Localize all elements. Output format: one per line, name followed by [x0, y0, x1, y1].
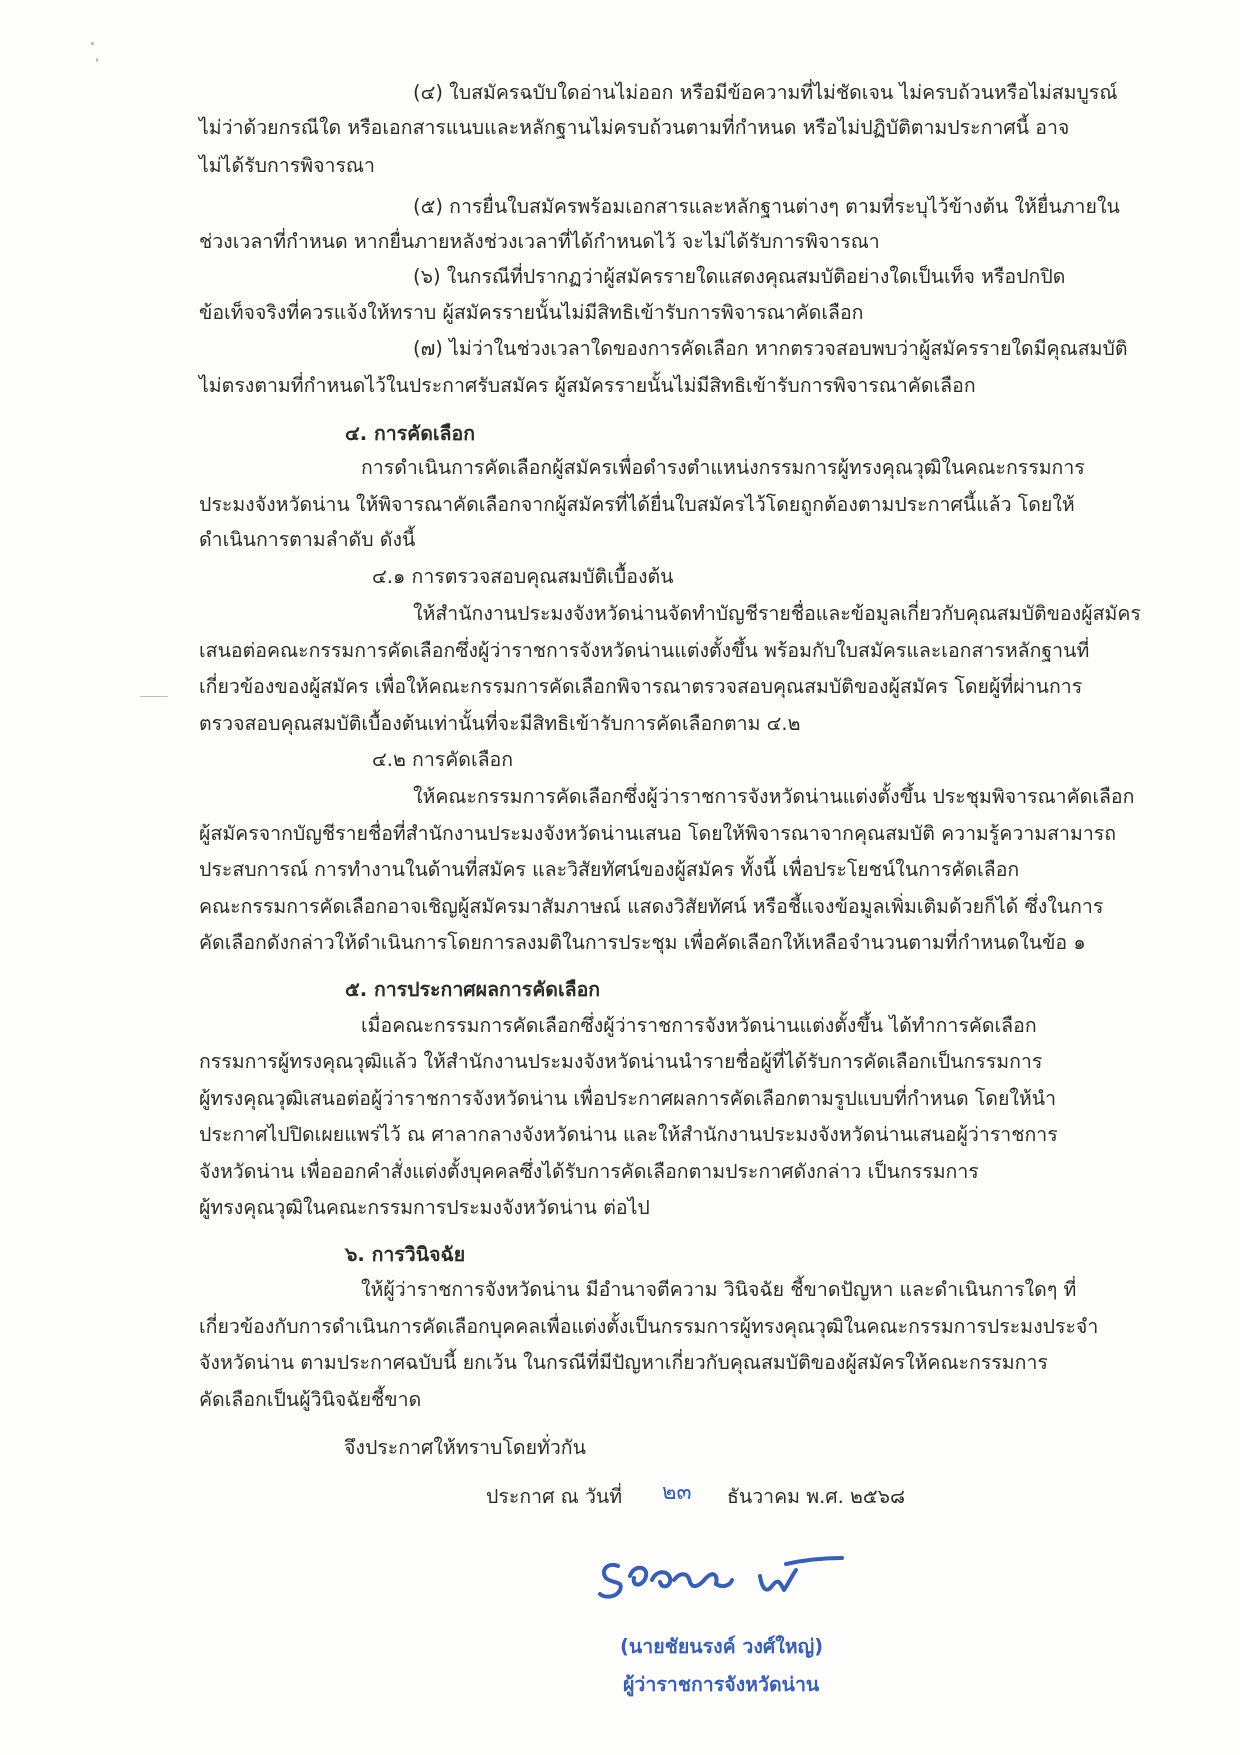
subsection-4-2-line: ให้คณะกรรมการคัดเลือกซึ่งผู้ว่าราชการจังหวัดน่านแต่งตั้งขึ้น ประชุมพิจารณาคัดเลือก — [413, 785, 1135, 808]
date-month-year: ธันวาคม พ.ศ. ๒๕๖๘ — [727, 1485, 906, 1508]
subsection-4-2-line: คณะกรรมการคัดเลือกอาจเชิญผู้สมัครมาสัมภาษณ์ แสดงวิสัยทัศน์ หรือชี้แจงข้อมูลเพิ่มเติมด้วยก็ได้ ซึ่งในการ — [199, 895, 1104, 918]
section-6-heading: ๖. การวินิจฉัย — [345, 1243, 466, 1266]
section-6-para-line: ให้ผู้ว่าราชการจังหวัดน่าน มีอำนาจตีความ วินิจฉัย ชี้ขาดปัญหา และดำเนินการใดๆ ที่ — [361, 1278, 1077, 1301]
section-4-heading: ๔. การคัดเลือก — [345, 422, 476, 445]
signatory-name: (นายชัยนรงค์ วงศ์ใหญ่) — [620, 1635, 824, 1658]
section-5-heading: ๕. การประกาศผลการคัดเลือก — [345, 978, 601, 1001]
subsection-4-2-title: ๔.๒ การคัดเลือก — [372, 748, 514, 771]
section-5-para-line: กรรมการผู้ทรงคุณวุฒิแล้ว ให้สำนักงานประมงจังหวัดน่านนำรายชื่อผู้ที่ได้รับการคัดเลือกเป็นกรรมการ — [199, 1050, 1043, 1073]
clause-7-line-2: ไม่ตรงตามที่กำหนดไว้ในประกาศรับสมัคร ผู้สมัครรายนั้นไม่มีสิทธิเข้ารับการพิจารณาคัดเลือก — [199, 374, 976, 397]
clause-6-line-1: (๖) ในกรณีที่ปรากฏว่าผู้สมัครรายใดแสดงคุณสมบัติอย่างใดเป็นเท็จ หรือปกปิด — [413, 265, 1066, 288]
subsection-4-1-line: ให้สำนักงานประมงจังหวัดน่านจัดทำบัญชีรายชื่อและข้อมูลเกี่ยวกับคุณสมบัติของผู้สมัคร — [413, 602, 1141, 625]
subsection-4-1-line: เสนอต่อคณะกรรมการคัดเลือกซึ่งผู้ว่าราชการจังหวัดน่านแต่งตั้งขึ้น พร้อมกับใบสมัครและเอกสารหลักฐานที่ — [199, 639, 1090, 662]
scan-speck — [91, 42, 94, 45]
section-4-para-line: ดำเนินการตามลำดับ ดังนี้ — [199, 528, 416, 551]
section-5-para-line: จังหวัดน่าน เพื่อออกคำสั่งแต่งตั้งบุคคลซึ่งได้รับการคัดเลือกตามประกาศดังกล่าว เป็นกรรมการ — [199, 1160, 979, 1183]
subsection-4-2-line: ผู้สมัครจากบัญชีรายชื่อที่สำนักงานประมงจังหวัดน่านเสนอ โดยให้พิจารณาจากคุณสมบัติ ความรู้ความสามารถ — [199, 822, 1117, 845]
section-6-para-line: เกี่ยวข้องกับการดำเนินการคัดเลือกบุคคลเพื่อแต่งตั้งเป็นกรรมการผู้ทรงคุณวุฒิในคณะกรรมการประมงประจำ — [199, 1315, 1099, 1338]
scan-speck — [96, 58, 98, 62]
section-6-para-line: คัดเลือกเป็นผู้วินิจฉัยชี้ขาด — [199, 1388, 422, 1411]
clause-5-line-2: ช่วงเวลาที่กำหนด หากยื่นภายหลังช่วงเวลาที่ได้กำหนดไว้ จะไม่ได้รับการพิจารณา — [199, 230, 880, 253]
clause-5-line-1: (๕) การยื่นใบสมัครพร้อมเอกสารและหลักฐานต่างๆ ตามที่ระบุไว้ข้างต้น ให้ยื่นภายใน — [413, 195, 1120, 218]
date-prefix: ประกาศ ณ วันที่ — [486, 1485, 623, 1508]
section-5-para-line: ประกาศไปปิดเผยแพร่ไว้ ณ ศาลากลางจังหวัดน่าน และให้สำนักงานประมงจังหวัดน่านเสนอผู้ว่าราชการ — [199, 1123, 1058, 1146]
subsection-4-1-title: ๔.๑ การตรวจสอบคุณสมบัติเบื้องต้น — [372, 565, 674, 588]
date-day-handwritten: ๒๓ — [662, 1480, 692, 1505]
scan-speck — [140, 696, 168, 697]
subsection-4-2-line: คัดเลือกดังกล่าวให้ดำเนินการโดยการลงมติในการประชุม เพื่อคัดเลือกให้เหลือจำนวนตามที่กำหนดในข้อ ๑ — [199, 931, 1086, 954]
section-5-para-line: เมื่อคณะกรรมการคัดเลือกซึ่งผู้ว่าราชการจังหวัดน่านแต่งตั้งขึ้น ได้ทำการคัดเลือก — [361, 1014, 1037, 1037]
clause-7-line-1: (๗) ไม่ว่าในช่วงเวลาใดของการคัดเลือก หากตรวจสอบพบว่าผู้สมัครรายใดมีคุณสมบัติ — [413, 337, 1128, 360]
section-5-para-line: ผู้ทรงคุณวุฒิในคณะกรรมการประมงจังหวัดน่าน ต่อไป — [199, 1196, 650, 1219]
clause-4-line-2: ไม่ว่าด้วยกรณีใด หรือเอกสารแนบและหลักฐานไม่ครบถ้วนตามที่กำหนด หรือไม่ปฏิบัติตามประกาศนี้ อาจ — [199, 116, 1070, 139]
section-4-para-line: ประมงจังหวัดน่าน ให้พิจารณาคัดเลือกจากผู้สมัครที่ได้ยื่นใบสมัครไว้โดยถูกต้องตามประกาศนี้แล้ว โดยให้ — [199, 493, 1075, 516]
section-4-para-line: การดำเนินการคัดเลือกผู้สมัครเพื่อดำรงตำแหน่งกรรมการผู้ทรงคุณวุฒิในคณะกรรมการ — [361, 456, 1085, 479]
subsection-4-1-line: ตรวจสอบคุณสมบัติเบื้องต้นเท่านั้นที่จะมีสิทธิเข้ารับการคัดเลือกตาม ๔.๒ — [199, 712, 801, 735]
clause-6-line-2: ข้อเท็จจริงที่ควรแจ้งให้ทราบ ผู้สมัครรายนั้นไม่มีสิทธิเข้ารับการพิจารณาคัดเลือก — [199, 301, 864, 324]
clause-4-line-3: ไม่ได้รับการพิจารณา — [199, 154, 375, 177]
subsection-4-1-line: เกี่ยวข้องของผู้สมัคร เพื่อให้คณะกรรมการคัดเลือกพิจารณาตรวจสอบคุณสมบัติของผู้สมัคร โดยผู้ที่ผ่านการ — [199, 675, 1083, 698]
section-5-para-line: ผู้ทรงคุณวุฒิเสนอต่อผู้ว่าราชการจังหวัดน่าน เพื่อประกาศผลการคัดเลือกตามรูปแบบที่กำหนด โดยให้นำ — [199, 1087, 1057, 1110]
closing-statement: จึงประกาศให้ทราบโดยทั่วกัน — [344, 1436, 586, 1459]
handwritten-signature — [590, 1536, 850, 1626]
clause-4-line-1: (๔) ใบสมัครฉบับใดอ่านไม่ออก หรือมีข้อความที่ไม่ชัดเจน ไม่ครบถ้วนหรือไม่สมบูรณ์ — [413, 81, 1118, 104]
subsection-4-2-line: ประสบการณ์ การทำงานในด้านที่สมัคร และวิสัยทัศน์ของผู้สมัคร ทั้งนี้ เพื่อประโยชน์ในการคัดเลือก — [199, 858, 1020, 881]
section-6-para-line: จังหวัดน่าน ตามประกาศฉบับนี้ ยกเว้น ในกรณีที่มีปัญหาเกี่ยวกับคุณสมบัติของผู้สมัครให้คณะกรรมการ — [199, 1351, 1048, 1374]
signatory-position: ผู้ว่าราชการจังหวัดน่าน — [623, 1673, 820, 1696]
